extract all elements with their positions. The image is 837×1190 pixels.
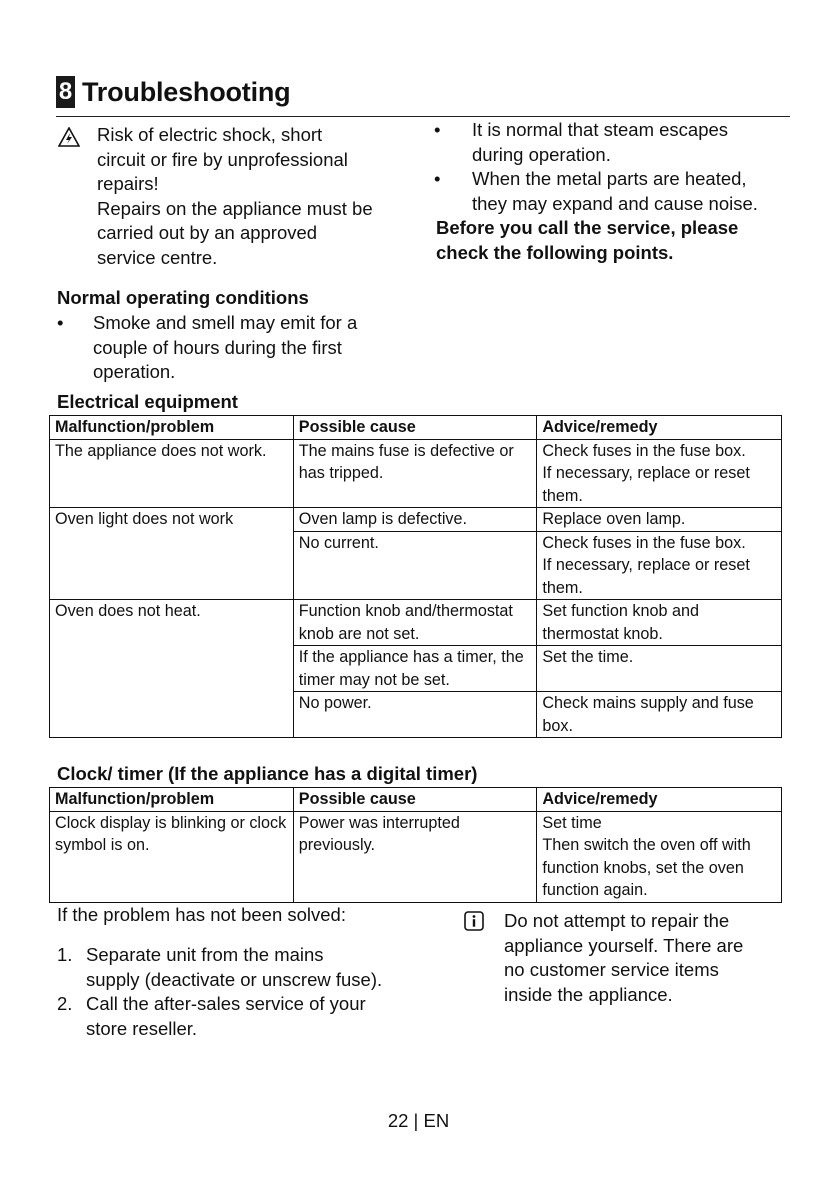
cause-cell: No power.: [293, 692, 537, 738]
unsolved-intro: If the problem has not been solved:: [57, 904, 346, 925]
table-row: [50, 439, 782, 508]
section-header: [56, 76, 290, 108]
table-header-row: [50, 416, 782, 440]
unsolved-steps: [57, 943, 437, 1041]
column-header: Advice/remedy: [537, 416, 782, 440]
column-header: Possible cause: [293, 416, 537, 440]
table-header-row: [50, 788, 782, 812]
electrical-table: [49, 415, 782, 738]
list-item: • Smoke and smell may emit for a couple of hours during the first operation.: [57, 311, 387, 385]
remedy-cell: Set function knob and thermostat knob.: [537, 600, 782, 646]
warning-text: Risk of electric shock, short circuit or fire by unprofessional repairs! Repairs on the appliance must be carried out by an approved service centre.: [97, 124, 373, 268]
list-item: 1. Separate unit from the mains supply (deactivate or unscrew fuse).: [57, 944, 383, 990]
problem-cell: The appliance does not work.: [50, 439, 294, 508]
electrical-heading: Electrical equipment: [57, 391, 238, 412]
normal-conditions-heading: Normal operating conditions: [57, 287, 309, 308]
normal-conditions-list: [57, 311, 387, 385]
bullet-icon: •: [434, 168, 441, 189]
column-header: Malfunction/problem: [50, 416, 294, 440]
remedy-cell: Check mains supply and fuse box.: [537, 692, 782, 738]
before-service-note: Before you call the service, please check the following points.: [436, 217, 739, 263]
table-row: [50, 600, 782, 646]
remedy-cell: Check fuses in the fuse box. If necessary, replace or reset them.: [537, 531, 782, 600]
column-header: Advice/remedy: [537, 788, 782, 812]
problem-cell: Clock display is blinking or clock symbol is on.: [50, 811, 294, 902]
clock-timer-table: [49, 787, 782, 903]
cause-cell: No current.: [293, 531, 537, 600]
remedy-cell: Replace oven lamp.: [537, 508, 782, 532]
bullet-icon: •: [434, 119, 441, 140]
column-header: Possible cause: [293, 788, 537, 812]
info-icon: [464, 911, 484, 931]
remedy-cell: Set the time.: [537, 646, 782, 692]
title-divider: [56, 116, 790, 117]
remedy-cell: Set time Then switch the oven off with function knobs, set the oven function again.: [537, 811, 782, 902]
problem-cell: Oven light does not work: [50, 508, 294, 600]
column-header: Malfunction/problem: [50, 788, 294, 812]
normal-behaviour-list: [434, 118, 794, 216]
info-note: Do not attempt to repair the appliance yourself. There are no customer service items inside the appliance.: [504, 910, 744, 1005]
section-number: 8: [56, 76, 75, 108]
table-row: [50, 508, 782, 532]
problem-cell: Oven does not heat.: [50, 600, 294, 738]
table-row: [50, 811, 782, 902]
warning-triangle-icon: [58, 127, 80, 147]
cause-cell: If the appliance has a timer, the timer may not be set.: [293, 646, 537, 692]
bullet-icon: •: [57, 312, 64, 333]
clock-timer-heading: Clock/ timer (If the appliance has a digital timer): [57, 763, 478, 784]
page-title: Troubleshooting: [82, 76, 291, 107]
cause-cell: Oven lamp is defective.: [293, 508, 537, 532]
cause-cell: Function knob and/thermostat knob are not set.: [293, 600, 537, 646]
page-number: 22 | EN: [387, 1110, 450, 1131]
cause-cell: The mains fuse is defective or has tripped.: [293, 439, 537, 508]
list-item: • When the metal parts are heated, they may expand and cause noise.: [434, 167, 794, 216]
remedy-cell: Check fuses in the fuse box. If necessary, replace or reset them.: [537, 439, 782, 508]
cause-cell: Power was interrupted previously.: [293, 811, 537, 902]
list-item: • It is normal that steam escapes during operation.: [434, 118, 794, 167]
list-item: 2. Call the after-sales service of your store reseller.: [57, 993, 366, 1039]
